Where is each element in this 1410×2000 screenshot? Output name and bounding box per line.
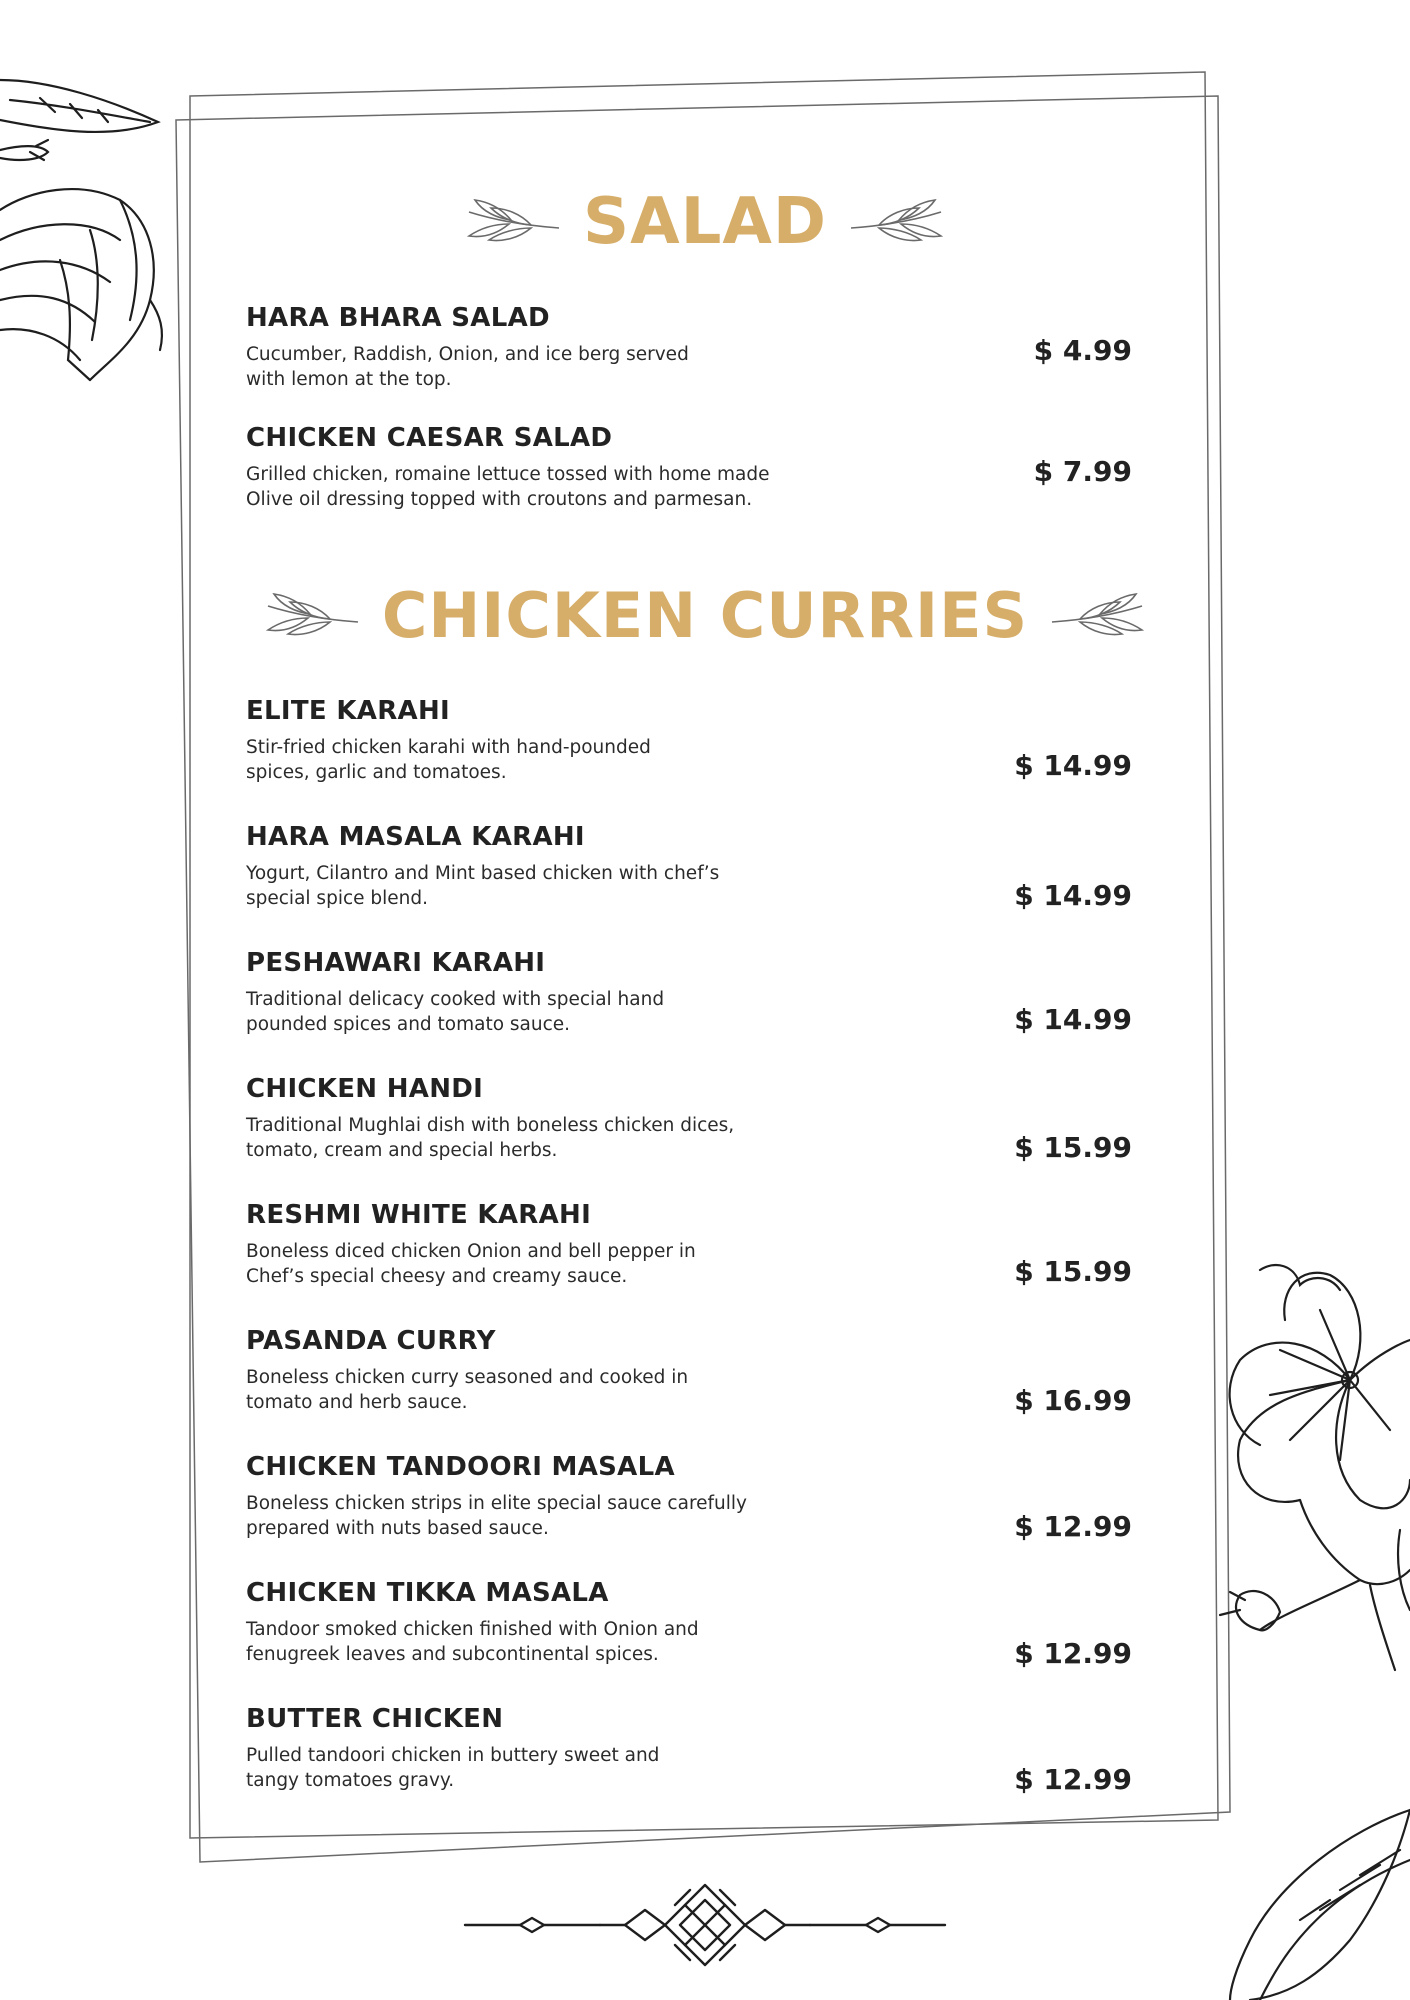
item-price: $ 14.99 (1014, 749, 1132, 782)
item-price: $ 7.99 (1033, 455, 1132, 488)
item-description: Pulled tandoori chicken in buttery sweet and tangy tomatoes gravy. (246, 1744, 660, 1791)
olive-sprig-icon (260, 586, 360, 646)
menu-item (246, 823, 1146, 911)
item-name: HARA MASALA KARAHI (246, 822, 585, 852)
menu-item (246, 1579, 1146, 1667)
item-price: $ 4.99 (1033, 334, 1132, 367)
salad-section-header (0, 185, 1410, 259)
item-description: Cucumber, Raddish, Onion, and ice berg served with lemon at the top. (246, 343, 689, 390)
item-price: $ 15.99 (1014, 1131, 1132, 1164)
olive-sprig-icon (849, 192, 949, 252)
item-name: HARA BHARA SALAD (246, 303, 550, 333)
item-description: Tandoor smoked chicken finished with Onion and fenugreek leaves and subcontinental spices. (246, 1618, 699, 1665)
section-title: SALAD (582, 185, 828, 259)
item-description: Boneless diced chicken Onion and bell pepper in Chef’s special cheesy and creamy sauce. (246, 1240, 696, 1287)
item-price: $ 12.99 (1014, 1637, 1132, 1670)
item-name: CHICKEN TIKKA MASALA (246, 1578, 609, 1608)
item-name: ELITE KARAHI (246, 696, 450, 726)
menu-item (246, 304, 1146, 392)
item-price: $ 12.99 (1014, 1510, 1132, 1543)
item-name: BUTTER CHICKEN (246, 1704, 504, 1734)
item-name: PASANDA CURRY (246, 1326, 496, 1356)
menu-item (246, 1201, 1146, 1289)
olive-sprig-icon (1050, 586, 1150, 646)
item-description: Boneless chicken curry seasoned and cooked in tomato and herb sauce. (246, 1366, 689, 1413)
curries-section-header (0, 579, 1410, 652)
item-name: CHICKEN TANDOORI MASALA (246, 1452, 675, 1482)
item-description: Stir-fried chicken karahi with hand-pounded spices, garlic and tomatoes. (246, 736, 651, 783)
menu-item (246, 424, 1146, 512)
menu-item (246, 1705, 1146, 1793)
item-price: $ 14.99 (1014, 1003, 1132, 1036)
item-description: Boneless chicken strips in elite special sauce carefully prepared with nuts based sauce. (246, 1492, 747, 1539)
menu-item (246, 949, 1146, 1037)
item-price: $ 14.99 (1014, 879, 1132, 912)
item-name: CHICKEN HANDI (246, 1074, 484, 1104)
menu-item (246, 697, 1146, 785)
item-name: PESHAWARI KARAHI (246, 948, 546, 978)
item-description: Traditional Mughlai dish with boneless chicken dices, tomato, cream and special herbs. (246, 1114, 735, 1161)
item-description: Grilled chicken, romaine lettuce tossed with home made Olive oil dressing topped with croutons and parmesan. (246, 463, 770, 510)
section-title: CHICKEN CURRIES (381, 579, 1029, 652)
item-price: $ 15.99 (1014, 1255, 1132, 1288)
menu-item (246, 1453, 1146, 1541)
menu-item (246, 1327, 1146, 1415)
item-description: Traditional delicacy cooked with special hand pounded spices and tomato sauce. (246, 988, 665, 1035)
menu-item (246, 1075, 1146, 1163)
item-description: Yogurt, Cilantro and Mint based chicken with chef’s special spice blend. (246, 862, 720, 909)
item-price: $ 16.99 (1014, 1384, 1132, 1417)
item-name: RESHMI WHITE KARAHI (246, 1200, 592, 1230)
item-name: CHICKEN CAESAR SALAD (246, 423, 613, 453)
item-price: $ 12.99 (1014, 1763, 1132, 1796)
olive-sprig-icon (461, 192, 561, 252)
